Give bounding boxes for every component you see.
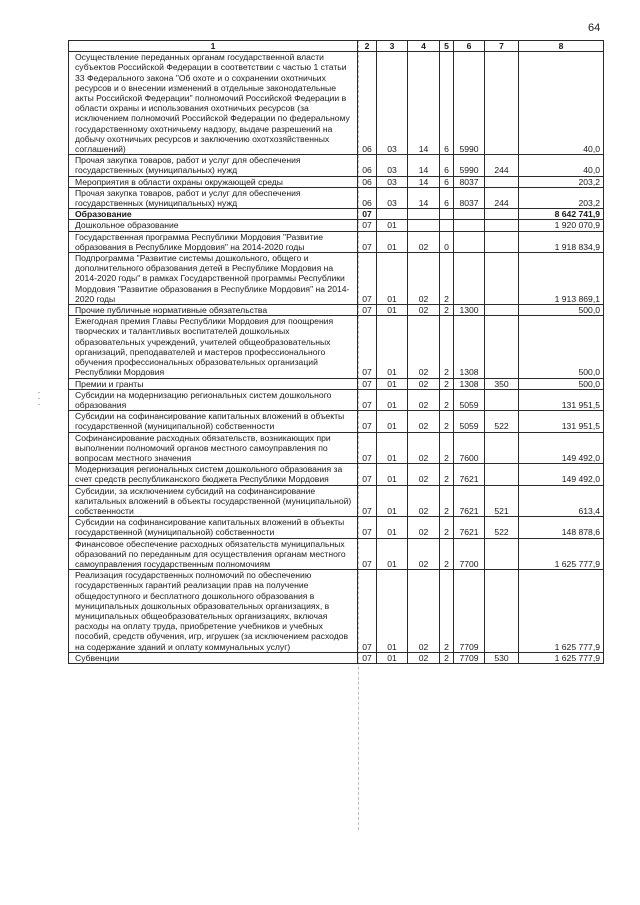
code-subsection-cell: 01 <box>377 485 408 517</box>
code-program-cell: 02 <box>408 305 440 316</box>
item-name-cell: Субсидии на софинансирование капитальных вложений в объекты государственной (муниципальной) собственности <box>69 411 358 432</box>
page-number: 64 <box>588 22 601 34</box>
amount-cell: 149 492,0 <box>519 432 604 464</box>
code-program-cell <box>408 220 440 231</box>
code-program-cell <box>408 209 440 220</box>
code-subprogram-cell: 6 <box>440 52 454 155</box>
item-name-cell: Субсидии на модернизацию региональных систем дошкольного образования <box>69 389 358 410</box>
code-program-cell: 02 <box>408 378 440 389</box>
item-name-cell: Прочая закупка товаров, работ и услуг для обеспечения государственных (муниципальных) нужд <box>69 187 358 208</box>
table-row <box>69 231 604 252</box>
code-section-cell: 07 <box>358 517 377 538</box>
code-direction-cell: 7709 <box>454 652 485 663</box>
amount-cell: 203,2 <box>519 176 604 187</box>
code-subprogram-cell: 2 <box>440 316 454 378</box>
code-expense-type-cell <box>485 389 519 410</box>
code-subsection-cell: 01 <box>377 517 408 538</box>
code-section-cell: 07 <box>358 316 377 378</box>
code-subsection-cell: 03 <box>377 155 408 176</box>
item-name-cell: Субсидии на софинансирование капитальных вложений в объекты государственной (муниципальной) собственности <box>69 517 358 538</box>
code-subprogram-cell: 2 <box>440 389 454 410</box>
code-direction-cell <box>454 209 485 220</box>
margin-mark <box>38 392 40 393</box>
column-header: 3 <box>377 41 408 52</box>
code-subsection-cell: 01 <box>377 378 408 389</box>
item-name-cell: Образование <box>69 209 358 220</box>
code-program-cell: 02 <box>408 316 440 378</box>
code-subsection-cell: 01 <box>377 231 408 252</box>
column-header: 5 <box>440 41 454 52</box>
code-program-cell: 14 <box>408 52 440 155</box>
table-row <box>69 253 604 305</box>
table-row <box>69 220 604 231</box>
code-subsection-cell: 01 <box>377 220 408 231</box>
amount-cell: 1 920 070,9 <box>519 220 604 231</box>
item-name-cell: Государственная программа Республики Мордовия "Развитие образования в Республике Мордовия" на 2014-2020 годы <box>69 231 358 252</box>
amount-cell: 131 951,5 <box>519 411 604 432</box>
table-row <box>69 538 604 570</box>
code-section-cell: 07 <box>358 378 377 389</box>
code-direction-cell <box>454 253 485 305</box>
code-subsection-cell: 01 <box>377 389 408 410</box>
code-section-cell: 07 <box>358 485 377 517</box>
column-header: 2 <box>358 41 377 52</box>
code-program-cell: 14 <box>408 176 440 187</box>
code-subsection-cell: 03 <box>377 176 408 187</box>
table-row <box>69 378 604 389</box>
item-name-cell: Модернизация региональных систем дошкольного образования за счет средств республиканского бюджета Республики Мордовия <box>69 464 358 485</box>
code-direction-cell <box>454 220 485 231</box>
code-subprogram-cell: 2 <box>440 517 454 538</box>
code-subprogram-cell: 2 <box>440 253 454 305</box>
code-expense-type-cell: 522 <box>485 411 519 432</box>
code-direction-cell: 7700 <box>454 538 485 570</box>
item-name-cell: Реализация государственных полномочий по обеспечению государственных гарантий реализации прав на получение общедоступного и бесплатного дошкольного образования в муниципальных дошкольных образовательных организациях, в муниципальных общеобразовательных организациях, включая расходы на оплату труда, приобретение учебников и учебных пособий, средств обучения, игр, игрушек (за исключением расходов на содержание зданий и оплату коммунальных услуг) <box>69 570 358 653</box>
code-subprogram-cell: 2 <box>440 485 454 517</box>
item-name-cell: Прочие публичные нормативные обязательства <box>69 305 358 316</box>
code-program-cell: 02 <box>408 570 440 653</box>
code-subprogram-cell: 2 <box>440 432 454 464</box>
code-expense-type-cell: 244 <box>485 187 519 208</box>
margin-mark <box>38 398 40 399</box>
amount-cell: 1 625 777,9 <box>519 570 604 653</box>
column-header: 1 <box>69 41 358 52</box>
code-subsection-cell: 01 <box>377 316 408 378</box>
code-program-cell: 02 <box>408 231 440 252</box>
code-subsection-cell: 03 <box>377 187 408 208</box>
item-name-cell: Финансовое обеспечение расходных обязательств муниципальных образований по переданным для осуществления органам местного самоуправления государственным полномочиям <box>69 538 358 570</box>
item-name-cell: Премии и гранты <box>69 378 358 389</box>
table-row <box>69 432 604 464</box>
amount-cell: 131 951,5 <box>519 389 604 410</box>
code-subprogram-cell <box>440 209 454 220</box>
item-name-cell: Софинансирование расходных обязательств, возникающих при выполнении полномочий органов местного самоуправления по вопросам местного значения <box>69 432 358 464</box>
code-direction-cell: 7621 <box>454 464 485 485</box>
code-section-cell: 07 <box>358 209 377 220</box>
amount-cell: 500,0 <box>519 316 604 378</box>
item-name-cell: Прочая закупка товаров, работ и услуг для обеспечения государственных (муниципальных) нужд <box>69 155 358 176</box>
table-row <box>69 464 604 485</box>
code-subprogram-cell: 6 <box>440 155 454 176</box>
code-direction-cell: 7621 <box>454 485 485 517</box>
code-section-cell: 07 <box>358 538 377 570</box>
code-program-cell: 02 <box>408 389 440 410</box>
code-section-cell: 07 <box>358 570 377 653</box>
item-name-cell: Субсидии, за исключением субсидий на софинансирование капитальных вложений в объекты государственной (муниципальной) собственности <box>69 485 358 517</box>
code-subprogram-cell: 6 <box>440 187 454 208</box>
code-section-cell: 06 <box>358 155 377 176</box>
code-subsection-cell: 01 <box>377 305 408 316</box>
amount-cell: 40,0 <box>519 155 604 176</box>
amount-cell: 1 913 869,1 <box>519 253 604 305</box>
code-section-cell: 06 <box>358 52 377 155</box>
code-program-cell: 02 <box>408 253 440 305</box>
amount-cell: 1 625 777,9 <box>519 538 604 570</box>
code-direction-cell: 5990 <box>454 155 485 176</box>
code-direction-cell: 1308 <box>454 316 485 378</box>
code-subprogram-cell: 2 <box>440 538 454 570</box>
code-subsection-cell <box>377 209 408 220</box>
code-program-cell: 02 <box>408 517 440 538</box>
code-program-cell: 02 <box>408 652 440 663</box>
code-direction-cell: 5990 <box>454 52 485 155</box>
code-expense-type-cell <box>485 464 519 485</box>
table-row <box>69 52 604 155</box>
amount-cell: 500,0 <box>519 378 604 389</box>
code-subsection-cell: 01 <box>377 253 408 305</box>
code-subsection-cell: 01 <box>377 432 408 464</box>
code-direction-cell: 8037 <box>454 176 485 187</box>
code-subprogram-cell: 2 <box>440 411 454 432</box>
code-subprogram-cell <box>440 220 454 231</box>
code-program-cell: 02 <box>408 538 440 570</box>
budget-table-container <box>68 40 603 664</box>
code-subsection-cell: 01 <box>377 411 408 432</box>
table-row <box>69 187 604 208</box>
header-row <box>69 41 604 52</box>
code-subprogram-cell: 2 <box>440 652 454 663</box>
amount-cell: 500,0 <box>519 305 604 316</box>
code-program-cell: 02 <box>408 411 440 432</box>
code-expense-type-cell <box>485 52 519 155</box>
item-name-cell: Дошкольное образование <box>69 220 358 231</box>
table-body <box>69 52 604 664</box>
column-header: 6 <box>454 41 485 52</box>
table-row <box>69 517 604 538</box>
code-section-cell: 07 <box>358 305 377 316</box>
code-section-cell: 07 <box>358 253 377 305</box>
table-row <box>69 485 604 517</box>
table-row <box>69 209 604 220</box>
code-subsection-cell: 01 <box>377 570 408 653</box>
column-header: 4 <box>408 41 440 52</box>
code-direction-cell: 1308 <box>454 378 485 389</box>
code-section-cell: 07 <box>358 464 377 485</box>
code-subsection-cell: 01 <box>377 652 408 663</box>
item-name-cell: Осуществление переданных органам государственной власти субъектов Российской Федерации в соответствии с частью 1 статьи 33 Федерального закона "Об охоте и о сохранении охотничьих ресурсов и о внесении изменений в отдельные законодательные акты Российской Федерации" полномочий Российской Федерации в области охраны и использования охотничьих ресурсов (за исключением полномочий Российской Федерации по федеральному государственному охотничьему надзору, выдаче разрешений на добычу охотничьих ресурсов и заключению охотхозяйственных соглашений) <box>69 52 358 155</box>
table-row <box>69 316 604 378</box>
code-subprogram-cell: 2 <box>440 570 454 653</box>
code-expense-type-cell: 530 <box>485 652 519 663</box>
item-name-cell: Подпрограмма "Развитие системы дошкольного, общего и дополнительного образования детей в Республике Мордовия на 2014-2020 годы" в рамках Государственной программы Республики Мордовия "Развитие образования в Республике Мордовия" на 2014-2020 годы <box>69 253 358 305</box>
item-name-cell: Ежегодная премия Главы Республики Мордовия для поощрения творческих и талантливых воспитателей дошкольных образовательных учреждений, учителей общеобразовательных организаций, преподавателей и мастеров профессионального обучения профессиональных образовательных организаций Республики Мордовия <box>69 316 358 378</box>
code-subprogram-cell: 6 <box>440 176 454 187</box>
code-direction-cell: 5059 <box>454 411 485 432</box>
item-name-cell: Субвенции <box>69 652 358 663</box>
table-row <box>69 570 604 653</box>
code-direction-cell <box>454 231 485 252</box>
code-expense-type-cell <box>485 538 519 570</box>
code-subprogram-cell: 2 <box>440 378 454 389</box>
code-subprogram-cell: 0 <box>440 231 454 252</box>
code-section-cell: 07 <box>358 220 377 231</box>
amount-cell: 148 878,6 <box>519 517 604 538</box>
code-expense-type-cell: 521 <box>485 485 519 517</box>
code-section-cell: 07 <box>358 231 377 252</box>
code-program-cell: 02 <box>408 432 440 464</box>
amount-cell: 203,2 <box>519 187 604 208</box>
code-subsection-cell: 03 <box>377 52 408 155</box>
amount-cell: 149 492,0 <box>519 464 604 485</box>
amount-cell: 1 625 777,9 <box>519 652 604 663</box>
amount-cell: 8 642 741,9 <box>519 209 604 220</box>
code-subprogram-cell: 2 <box>440 464 454 485</box>
code-section-cell: 07 <box>358 432 377 464</box>
amount-cell: 40,0 <box>519 52 604 155</box>
code-expense-type-cell <box>485 176 519 187</box>
table-row <box>69 389 604 410</box>
code-program-cell: 14 <box>408 187 440 208</box>
code-direction-cell: 7621 <box>454 517 485 538</box>
code-expense-type-cell <box>485 305 519 316</box>
code-expense-type-cell <box>485 220 519 231</box>
code-expense-type-cell <box>485 209 519 220</box>
code-expense-type-cell <box>485 432 519 464</box>
code-expense-type-cell: 522 <box>485 517 519 538</box>
code-expense-type-cell <box>485 316 519 378</box>
amount-cell: 613,4 <box>519 485 604 517</box>
table-row <box>69 652 604 663</box>
code-direction-cell: 8037 <box>454 187 485 208</box>
code-program-cell: 14 <box>408 155 440 176</box>
code-program-cell: 02 <box>408 464 440 485</box>
code-section-cell: 06 <box>358 187 377 208</box>
table-row <box>69 411 604 432</box>
code-section-cell: 06 <box>358 176 377 187</box>
table-row <box>69 176 604 187</box>
code-direction-cell: 5059 <box>454 389 485 410</box>
table-row <box>69 305 604 316</box>
budget-table <box>68 40 604 664</box>
code-section-cell: 07 <box>358 389 377 410</box>
code-expense-type-cell: 350 <box>485 378 519 389</box>
code-subprogram-cell: 2 <box>440 305 454 316</box>
code-subsection-cell: 01 <box>377 464 408 485</box>
item-name-cell: Мероприятия в области охраны окружающей среды <box>69 176 358 187</box>
code-expense-type-cell <box>485 253 519 305</box>
code-section-cell: 07 <box>358 411 377 432</box>
column-header: 7 <box>485 41 519 52</box>
code-subsection-cell: 01 <box>377 538 408 570</box>
column-header: 8 <box>519 41 604 52</box>
code-expense-type-cell <box>485 231 519 252</box>
code-expense-type-cell <box>485 570 519 653</box>
margin-mark <box>38 404 40 405</box>
code-direction-cell: 7709 <box>454 570 485 653</box>
code-direction-cell: 1300 <box>454 305 485 316</box>
code-direction-cell: 7600 <box>454 432 485 464</box>
code-section-cell: 07 <box>358 652 377 663</box>
table-row <box>69 155 604 176</box>
code-program-cell: 02 <box>408 485 440 517</box>
code-expense-type-cell: 244 <box>485 155 519 176</box>
amount-cell: 1 918 834,9 <box>519 231 604 252</box>
